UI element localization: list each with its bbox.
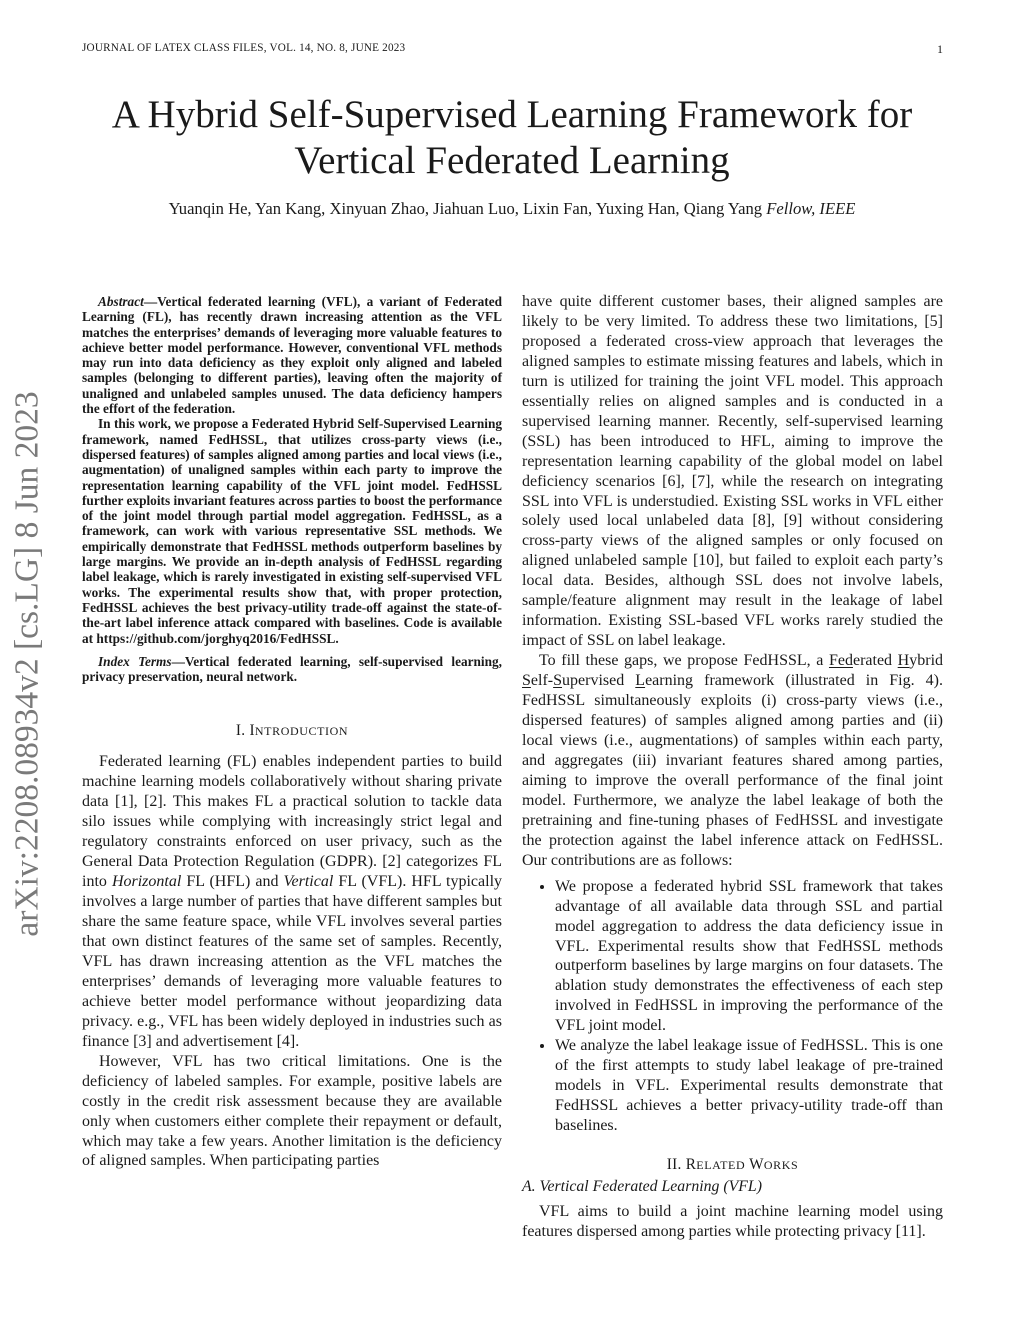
acronym-s2: S <box>553 672 563 690</box>
intro-paragraph-1 <box>82 752 502 1051</box>
intro-p3-erated: erated <box>852 652 898 670</box>
acronym-fed: Fed <box>828 652 853 670</box>
arxiv-stamp-container <box>2 368 54 960</box>
section2-numeral: II. R <box>666 1156 697 1174</box>
abstract-text-1: —Vertical federated learning (VFL), a variant of Federated Learning (FL), has recently drawn increasing attention as the VFL matches the enterprises’ demands of leveraging more valuable features to achieve better model performance. However, conventional VFL methods may run into data deficiency as they exploit only aligned and labeled samples (belonging to different parties), leaving often the majority of unaligned and unlabeled samples unused. The data deficiency hampers the effort of the federation. <box>82 294 502 417</box>
section1-smallcaps: NTRODUCTION <box>254 724 349 739</box>
contribution-item-2: • We analyze the label leakage issue of FedHSSL. This is one of the first attempts to study label leakage of pre-trained models in VFL. Experimental results demonstrate that FedHSSL achieves a better privacy-utility trade-off than baselines. <box>555 1036 943 1136</box>
author-list <box>0 199 1024 219</box>
intro-p1-text-a: Federated learning (FL) enables independent parties to build machine learning models collaboratively without sharing private data [1], [2]. This makes FL a practical solution to tackle data silo issues while complying with increasingly strict legal and regulatory constraints enforced on user privacy, such as the General Data Protection Regulation (GDPR). [2] categorizes FL into <box>82 753 502 891</box>
related-paragraph-1: VFL aims to build a joint machine learning model using features dispersed among parties while protecting privacy [11]. <box>522 1203 943 1240</box>
acronym-h: H <box>897 652 910 670</box>
abstract-paragraph-2: In this work, we propose a Federated Hybrid Self-Supervised Learning framework, named FedHSSL, that utilizes cross-party views (i.e., dispersed features) of samples aligned among parties and local views (i.e., augmentation) of unaligned samples within each party to improve the representation learning capability of the VFL joint model. FedHSSL further exploits invariant features across parties to boost the performance of the joint model through partial model aggregation. FedHSSL, as a framework, can work with various representative SSL methods. We empirically demonstrate that FedHSSL methods outperform baselines by large margins. We provide an in-depth analysis of FedHSSL regarding label leakage, which is rarely investigated in existing self-supervised VFL works. The experimental results show that, with proper protection, FedHSSL achieves the best privacy-utility trade-off against the state-of-the-art label inference attack compared with baselines. Code is available at https://github.com/jorghyq2016/FedHSSL. <box>82 416 502 646</box>
index-terms-label: Index Terms <box>98 653 172 669</box>
author-fellow: Fellow, IEEE <box>766 199 856 218</box>
author-names: Yuanqin He, Yan Kang, Xinyuan Zhao, Jiahuan Luo, Lixin Fan, Yuxing Han, Qiang Yang <box>168 199 763 218</box>
running-header: JOURNAL OF LATEX CLASS FILES, VOL. 14, NO. 8, JUNE 2023 <box>82 42 406 54</box>
left-column <box>82 294 502 1171</box>
intro-p1-vertical: Vertical <box>283 873 334 891</box>
title-line-1: A Hybrid Self-Supervised Learning Framework for <box>111 93 913 136</box>
section2-smallcaps-1: ELATED <box>696 1158 746 1173</box>
contribution-list <box>522 877 943 1136</box>
acronym-l: L <box>635 672 646 690</box>
intro-paragraph-2: However, VFL has two critical limitations. One is the deficiency of labeled samples. For example, positive labels are costly in the credit risk assessment because they are available only when customers either complete their repayment or default, which may take a few years. Another limitation is the deficiency of aligned samples. When participating parties <box>82 1052 502 1170</box>
intro-p3-text-a: To fill these gaps, we propose FedHSSL, a <box>539 652 829 670</box>
acronym-s1: S <box>522 672 531 690</box>
section2-smallcaps-2: ORKS <box>763 1158 799 1173</box>
abstract-label: Abstract <box>98 294 144 309</box>
intro-paragraph-3 <box>522 651 943 870</box>
subsection-heading-vfl: A. Vertical Federated Learning (VFL) <box>522 1178 762 1196</box>
section-heading-related-works <box>522 1156 943 1174</box>
section2-w: W <box>745 1156 764 1174</box>
right-column <box>522 292 943 1242</box>
index-terms <box>82 654 502 685</box>
abstract-paragraph-1 <box>82 294 502 416</box>
index-terms-text: —Vertical federated learning, self-supervised learning, privacy preservation, neural network. <box>82 653 502 685</box>
intro-p3-upervised: upervised <box>562 672 636 690</box>
section-heading-introduction <box>82 722 502 740</box>
paper-title <box>0 92 1024 184</box>
contribution-item-1: • We propose a federated hybrid SSL framework that takes advantage of all available data through SSL and partial model aggregation to address the data deficiency issue in VFL. Experimental results show that FedHSSL methods outperform baselines by large margins on four datasets. The ablation study demonstrates the effectiveness of each step involved in FedHSSL in improving the performance of the VFL joint model. <box>555 877 943 1037</box>
intro-p3-ybrid: ybrid <box>909 652 944 670</box>
arxiv-stamp: arXiv:2208.08934v2 [cs.LG] 8 Jun 2023 <box>9 391 46 937</box>
intro-p3-earning: earning framework (illustrated in Fig. 4). FedHSSL simultaneously exploits (i) cross-party views (i.e., dispersed features) of samples aligned among parties and (ii) local views (i.e., augmentations) of samples within each party, and aggregates (iii) invariant features shared among parties, aiming to improve the overall performance of the final joint model. Furthermore, we analyze the label leakage of both the pretraining and fine-tuning phases of FedHSSL and investigate the protection against the label inference attack on FedHSSL. Our contributions are as follows: <box>522 672 944 869</box>
page-number: 1 <box>937 42 943 56</box>
intro-p1-horizontal: Horizontal <box>111 873 182 891</box>
intro-p1-text-b: FL (HFL) and <box>181 873 284 891</box>
title-line-2: Vertical Federated Learning <box>294 139 730 182</box>
intro-paragraph-2-continued: have quite different customer bases, their aligned samples are likely to be very limited. To address these two limitations, [5] proposed a federated cross-view approach that leverages the aligned samples to estimate missing features and labels, which in turn is utilized for training the joint VFL model. This approach essentially relies on aligned samples and is conducted in a supervised learning manner. Recently, self-supervised learning (SSL) has been introduced to HFL, aiming to improve the representation learning capability of the global model on label deficiency scenarios [6], [7], while the research on integrating SSL into VFL is understudied. Existing SSL works in VFL either solely used local unlabeled data [8], [9] without considering cross-party views of the aligned samples or only focused on aligned unlabeled sample [10], but failed to exploit each party’s local data. Besides, although SSL does not involve labels, sample/feature alignment may result in the leakage of label information. Existing SSL-based VFL works rarely studied the impact of SSL on label leakage. <box>522 293 943 650</box>
intro-p1-text-c: FL (VFL). HFL typically involves a large number of parties that have different samples but share the same feature space, while VFL involves several parties that own distinct features of the same set of samples. Recently, VFL has drawn increasing attention as the VFL matches the enterprises’ demands of leveraging more valuable features to achieve better model performance without jeopardizing data privacy. e.g., VFL has been widely deployed in industries such as finance [3] and advertisement [4]. <box>82 873 503 1050</box>
section1-numeral: I. I <box>235 722 255 740</box>
intro-p3-elf: elf- <box>530 672 554 690</box>
